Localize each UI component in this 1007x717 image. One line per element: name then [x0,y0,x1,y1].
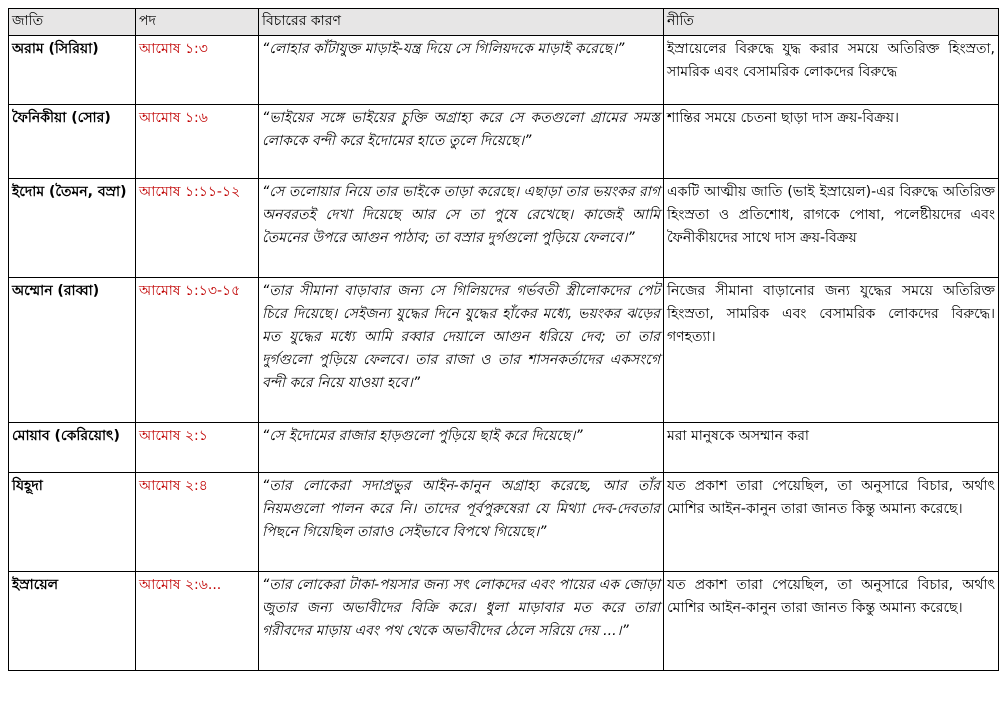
table-row [9,572,999,671]
header-reason: বিচারের কারণ [259,9,664,36]
verse-cell: আমোষ ১:১৩-১৫ [136,278,259,423]
policy-cell: মরা মানুষকে অসম্মান করা [664,423,999,473]
nation-cell: যিহূদা [9,473,136,572]
verse-cell: আমোষ ১:৬ [136,105,259,179]
reason-cell: “সে ইদোমের রাজার হাড়গুলো পুড়িয়ে ছাই করে দিয়েছে।” [259,423,664,473]
header-nation: জাতি [9,9,136,36]
table-row [9,179,999,278]
header-verse: পদ [136,9,259,36]
policy-cell: শান্তির সময়ে চেতনা ছাড়া দাস ক্রয়-বিক্রয়। [664,105,999,179]
policy-cell: একটি আত্মীয় জাতি (ভাই ইস্রায়েল)-এর বিরুদ্ধে অতিরিক্ত হিংস্রতা ও প্রতিশোধ, রাগকে পোষা, পলেষ্টীয়দের এবং ফৈনীকীয়দের সাথে দাস ক্রয়-বিক্রয় [664,179,999,278]
nation-cell: মোয়াব (কেরিয়োৎ) [9,423,136,473]
table-row [9,423,999,473]
reason-cell: “ভাইয়ের সঙ্গে ভাইয়ের চুক্তি অগ্রাহ্য করে সে কতগুলো গ্রামের সমস্ত লোককে বন্দী করে ইদোমের হাতে তুলে দিয়েছে।” [259,105,664,179]
nation-cell: ফৈনিকীয়া (সোর) [9,105,136,179]
nation-cell: অরাম (সিরিয়া) [9,36,136,105]
table-row [9,278,999,423]
verse-cell: আমোষ ২:১ [136,423,259,473]
verse-cell: আমোষ ১:১১-১২ [136,179,259,278]
header-policy: নীতি [664,9,999,36]
reason-cell: “তার লোকেরা টাকা-পয়সার জন্য সৎ লোকদের এবং পায়ের এক জোড়া জুতার জন্য অভাবীদের বিক্রি করে। ধুলা মাড়াবার মত করে তারা গরীবদের মাড়ায় এবং পথ থেকে অভাবীদের ঠেলে সরিয়ে দেয় ...।” [259,572,664,671]
verse-cell: আমোষ ২:৪ [136,473,259,572]
table-row [9,36,999,105]
policy-cell: যত প্রকাশ তারা পেয়েছিল, তা অনুসারে বিচার, অর্থাৎ মোশির আইন-কানুন তারা জানত কিন্তু অমান্য করেছে। [664,572,999,671]
policy-cell: নিজের সীমানা বাড়ানোর জন্য যুদ্ধের সময়ে অতিরিক্ত হিংস্রতা, সামরিক এবং বেসামরিক লোকদের বিরুদ্ধে। গণহত্যা। [664,278,999,423]
table-row [9,473,999,572]
table-row [9,105,999,179]
verse-cell: আমোষ ২:৬... [136,572,259,671]
verse-cell: আমোষ ১:৩ [136,36,259,105]
reason-cell: “সে তলোয়ার নিয়ে তার ভাইকে তাড়া করেছে। এছাড়া তার ভয়ংকর রাগ অনবরতই দেখা দিয়েছে আর সে তা পুষে রেখেছে। কাজেই আমি তৈমনের উপরে আগুন পাঠাব; তা বস্রার দুর্গগুলো পুড়িয়ে ফেলবে।” [259,179,664,278]
policy-cell: যত প্রকাশ তারা পেয়েছিল, তা অনুসারে বিচার, অর্থাৎ মোশির আইন-কানুন তারা জানত কিন্তু অমান্য করেছে। [664,473,999,572]
nation-cell: অম্মোন (রাব্বা) [9,278,136,423]
nation-cell: ইদোম (তৈমন, বস্রা) [9,179,136,278]
policy-cell: ইস্রায়েলের বিরুদ্ধে যুদ্ধ করার সময়ে অতিরিক্ত হিংস্রতা, সামরিক এবং বেসামরিক লোকদের বিরুদ্ধে [664,36,999,105]
reason-cell: “তার সীমানা বাড়াবার জন্য সে গিলিয়দের গর্ভবতী স্ত্রীলোকদের পেট চিরে দিয়েছে। সেইজন্য যুদ্ধের দিনে যুদ্ধের হাঁকের মধ্যে, ভয়ংকর ঝড়ের মত যুদ্ধের মধ্যে আমি রব্বার দেয়ালে আগুন ধরিয়ে দেব; তা তার দুর্গগুলো পুড়িয়ে ফেলবে। তার রাজা ও তার শাসনকর্তাদের একসংগে বন্দী করে নিয়ে যাওয়া হবে।” [259,278,664,423]
reason-cell: “লোহার কাঁটাযুক্ত মাড়াই-যন্ত্র দিয়ে সে গিলিয়দকে মাড়াই করেছে।” [259,36,664,105]
nation-cell: ইস্রায়েল [9,572,136,671]
reason-cell: “তার লোকেরা সদাপ্রভুর আইন-কানুন অগ্রাহ্য করেছে, আর তাঁর নিয়মগুলো পালন করে নি। তাদের পূর্বপুরুষেরা যে মিথ্যা দেব-দেবতার পিছনে গিয়েছিল তারাও সেইভাবে বিপথে গিয়েছে।” [259,473,664,572]
header-row [9,9,999,36]
judgment-table [8,8,999,671]
